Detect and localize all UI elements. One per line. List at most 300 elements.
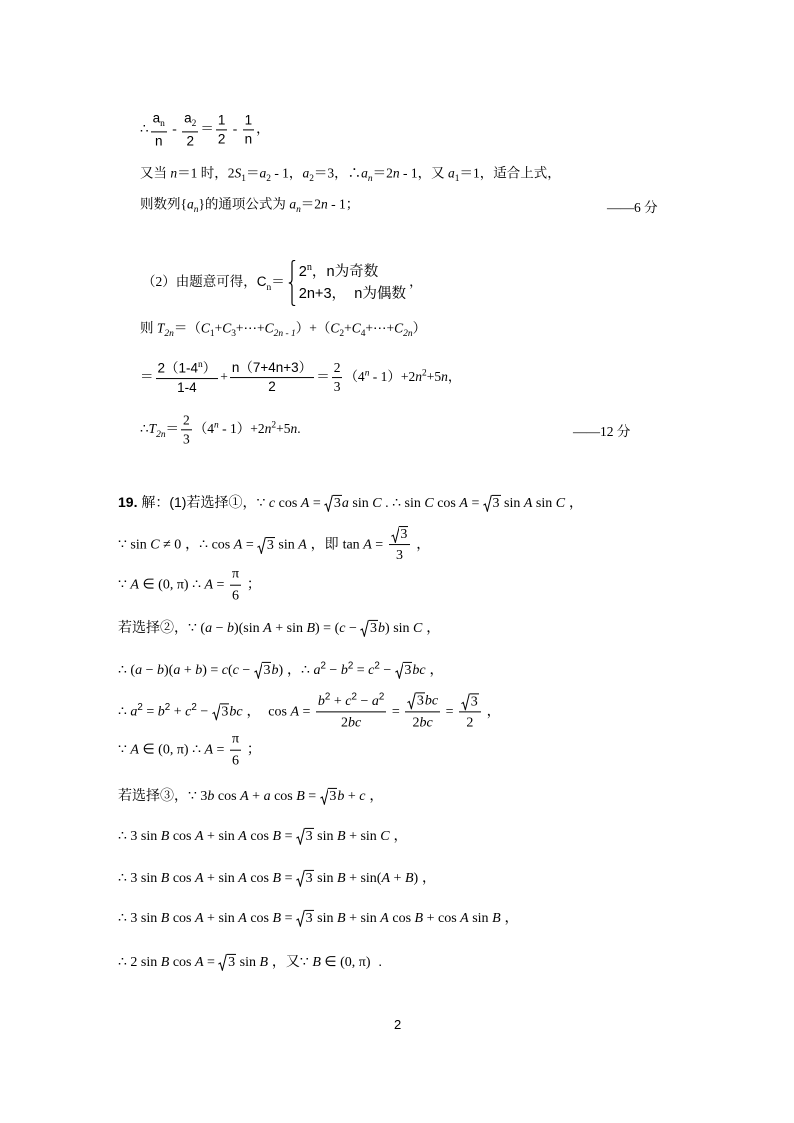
text-run: ＝2 xyxy=(300,196,322,212)
fraction-bar xyxy=(156,378,219,379)
fraction-bar xyxy=(216,130,228,131)
math-expression: cos xyxy=(268,704,291,720)
fraction-bar xyxy=(182,131,198,132)
math-expression: − xyxy=(345,620,361,636)
subscript: 4 xyxy=(360,329,366,340)
math-expression: ≠ 0 xyxy=(159,537,182,553)
radicand: 3 xyxy=(404,662,412,678)
text-run: ， xyxy=(447,369,462,385)
sans-text-run: a xyxy=(152,110,161,126)
math-expression: ∴ xyxy=(301,662,314,678)
math-variable: n xyxy=(170,165,178,181)
sans-text-run: 2 xyxy=(268,379,276,395)
text-run: ） xyxy=(412,320,427,336)
text-run: ＝（ xyxy=(173,320,201,336)
radical-sign-icon xyxy=(296,828,305,845)
math-variable: b xyxy=(226,620,234,636)
text-run: . xyxy=(370,952,383,969)
math-expression: cos xyxy=(246,910,273,926)
math-expression: + sin xyxy=(203,910,239,926)
text-run: +⋯+ xyxy=(365,320,395,336)
text-run: ， xyxy=(409,274,423,290)
math-variable: A xyxy=(238,828,247,844)
radical-sign-icon xyxy=(257,537,266,554)
text-run: - xyxy=(168,121,181,137)
math-variable: C xyxy=(424,495,434,511)
radical-sign-icon xyxy=(320,788,329,805)
superscript: 2 xyxy=(320,660,326,672)
text-run: - xyxy=(229,121,241,137)
math-expression: ∵ ( xyxy=(188,620,206,636)
math-expression: − xyxy=(212,620,227,636)
math-expression: ∵ xyxy=(256,495,269,511)
math-expression: = xyxy=(442,704,458,720)
math-expression: ∈ (0, π) ∴ xyxy=(138,742,205,758)
text-run: - 1，又 xyxy=(399,165,448,181)
math-variable: c xyxy=(221,662,228,678)
math-variable: a xyxy=(341,495,349,511)
math-variable: bc xyxy=(229,704,243,720)
math-variable: c xyxy=(345,694,352,710)
fraction-bar xyxy=(459,711,481,712)
math-variable: A xyxy=(194,828,204,844)
math-variable: T xyxy=(148,421,157,437)
square-root xyxy=(320,788,338,805)
math-variable: n xyxy=(392,165,400,181)
square-root xyxy=(461,693,479,710)
text-run: ， xyxy=(412,535,431,552)
math-variable: a xyxy=(263,788,271,804)
sans-text-run: 1-4 xyxy=(177,379,197,395)
sans-text-run: 2（1-4 xyxy=(157,360,199,376)
text-run: ， xyxy=(482,702,501,719)
math-variable: A xyxy=(204,577,214,593)
math-variable: A xyxy=(300,495,310,511)
fraction-numerator xyxy=(332,360,343,376)
math-expression: ) sin xyxy=(385,620,414,636)
math-expression: ∴ xyxy=(118,704,131,720)
math-variable: C xyxy=(150,537,160,553)
fraction-denominator xyxy=(175,380,199,396)
text-run: ， xyxy=(425,660,444,677)
math-expression: = xyxy=(242,537,258,553)
math-expression: ∵ 3 xyxy=(188,788,208,804)
fraction-bar xyxy=(181,430,192,431)
radical-sign xyxy=(218,954,227,971)
radical-sign-icon xyxy=(360,620,369,637)
math-variable: a xyxy=(361,165,368,181)
math-expression: ) = ( xyxy=(315,620,340,636)
fraction-numerator xyxy=(389,525,411,543)
math-expression: sin xyxy=(313,870,337,886)
math-expression: − xyxy=(196,704,212,720)
text-run: ＝ xyxy=(245,165,260,181)
math-expression: 6 xyxy=(231,588,239,604)
math-variable: a xyxy=(302,165,310,181)
solution-line xyxy=(142,260,423,306)
radical-sign xyxy=(296,870,305,887)
radicand: 3 xyxy=(263,662,271,678)
math-expression: ∴ 3 sin xyxy=(118,870,161,886)
fraction xyxy=(405,692,440,733)
superscript: 2 xyxy=(191,702,197,714)
math-variable: a xyxy=(313,662,321,678)
fraction-numerator xyxy=(230,360,314,376)
math-expression: + cos xyxy=(423,910,461,926)
math-variable: C xyxy=(264,320,274,336)
fraction-numerator xyxy=(216,112,228,128)
math-expression: 2 xyxy=(183,412,190,428)
fraction xyxy=(316,691,386,732)
math-variable: A xyxy=(238,870,247,886)
math-variable: n xyxy=(441,369,448,385)
text-run: - 1）+2 xyxy=(218,421,265,437)
math-expression: = xyxy=(309,495,325,511)
math-expression: + xyxy=(390,870,405,886)
fraction-numerator xyxy=(459,692,481,710)
math-expression: = xyxy=(213,742,228,758)
math-expression: = xyxy=(203,954,219,970)
solution-line xyxy=(140,196,359,217)
fraction xyxy=(459,692,481,732)
math-expression: π xyxy=(231,731,240,747)
math-variable: A xyxy=(194,910,204,926)
math-variable: A xyxy=(381,870,391,886)
math-expression: + xyxy=(248,788,264,804)
math-variable: b xyxy=(195,662,203,678)
score-mark: ——6 分 xyxy=(607,200,658,215)
math-expression: 3 xyxy=(183,431,190,447)
math-expression: ) = xyxy=(202,662,222,678)
solution-line xyxy=(118,493,583,513)
math-variable: A xyxy=(204,742,214,758)
radical-sign xyxy=(391,526,400,543)
math-variable: b xyxy=(317,694,325,710)
fraction xyxy=(332,360,343,395)
math-variable: C xyxy=(330,320,340,336)
text-run: ， xyxy=(389,826,408,843)
left-brace xyxy=(288,260,296,306)
fraction xyxy=(156,360,219,396)
math-expression: − xyxy=(142,662,157,678)
math-expression: sin xyxy=(348,495,373,511)
math-variable: c xyxy=(268,495,276,511)
math-expression: ∴ 3 sin xyxy=(118,828,161,844)
text-run: ＝ xyxy=(316,369,330,385)
square-root xyxy=(296,910,314,927)
math-variable: b xyxy=(207,788,215,804)
text-run: ＝ xyxy=(200,121,214,137)
text-run: 则 xyxy=(140,320,157,336)
radicand: 3 xyxy=(333,495,341,511)
radical-sign-icon xyxy=(407,693,416,710)
math-expression: cos xyxy=(246,870,273,886)
math-variable: A xyxy=(130,577,139,593)
text-run: （2）由题意可得， xyxy=(142,274,257,290)
math-variable: b xyxy=(378,620,386,636)
math-variable: A xyxy=(194,954,204,970)
math-variable: B xyxy=(160,910,170,926)
math-variable: A xyxy=(363,537,372,553)
fraction-bar xyxy=(389,544,411,545)
radical-sign xyxy=(296,910,305,927)
math-variable: C xyxy=(394,320,404,336)
fraction-numerator xyxy=(243,112,255,128)
radical-sign xyxy=(483,495,492,512)
math-variable: A xyxy=(130,742,139,758)
math-variable: a xyxy=(173,662,181,678)
superscript: n xyxy=(198,360,203,371)
solution-line xyxy=(140,165,561,186)
subscript: 2n xyxy=(156,429,166,440)
math-variable: C xyxy=(222,320,232,336)
superscript: 2 xyxy=(347,660,354,672)
text-run: ∴ xyxy=(140,121,149,137)
math-variable: B xyxy=(306,620,316,636)
math-variable: a xyxy=(448,165,455,181)
text-run: ； xyxy=(243,740,261,757)
math-variable: c xyxy=(368,662,375,678)
math-expression: = xyxy=(213,577,228,593)
math-expression: = xyxy=(299,704,314,720)
text-run: ， xyxy=(422,618,441,635)
math-expression: ∵ xyxy=(118,742,131,758)
square-root xyxy=(395,662,413,679)
math-expression: 2 xyxy=(412,715,420,731)
sans-text-run: C xyxy=(256,274,267,290)
square-root xyxy=(218,954,236,971)
math-expression: cos xyxy=(169,954,195,970)
math-variable: A xyxy=(233,537,243,553)
math-expression: 2 xyxy=(333,360,341,376)
math-variable: C xyxy=(200,320,210,336)
math-variable: A xyxy=(290,704,300,720)
text-run: 若选择②， xyxy=(118,618,188,635)
cases-row xyxy=(299,283,406,306)
superscript: 2 xyxy=(271,420,277,431)
math-variable: B xyxy=(337,870,346,886)
square-root xyxy=(257,537,275,554)
fraction xyxy=(216,112,228,147)
math-expression: . ∴ sin xyxy=(381,495,425,511)
math-variable: C xyxy=(351,320,361,336)
text-run: ； xyxy=(243,575,261,592)
solution-line xyxy=(118,565,261,606)
text-run: （4 xyxy=(193,421,215,437)
math-expression: = xyxy=(304,788,320,804)
math-variable: A xyxy=(460,910,469,926)
fraction-denominator xyxy=(230,752,241,771)
math-variable: b xyxy=(271,662,279,678)
fraction-numerator xyxy=(405,692,440,711)
text-run: ＝ xyxy=(140,369,154,385)
brace-icon xyxy=(288,260,296,306)
math-variable: A xyxy=(523,495,533,511)
radical-sign xyxy=(407,693,416,710)
text-run: . xyxy=(297,421,301,437)
math-variable: B xyxy=(160,828,170,844)
text-run: 则数列{ xyxy=(140,196,187,212)
solution-line xyxy=(140,320,426,341)
math-variable: bc xyxy=(419,715,433,731)
text-run: - 1； xyxy=(327,196,360,212)
math-variable: B xyxy=(404,870,414,886)
radical-sign-icon xyxy=(483,495,492,512)
solution-line xyxy=(118,525,430,565)
math-variable: b xyxy=(340,662,348,678)
fraction-denominator xyxy=(230,587,241,606)
fraction-bar xyxy=(405,712,440,713)
math-variable: c xyxy=(339,620,346,636)
text-run: 若选择③， xyxy=(118,786,188,803)
math-expression: + sin xyxy=(203,870,239,886)
subscript: n xyxy=(266,282,272,293)
fraction-denominator xyxy=(332,380,343,396)
math-variable: B xyxy=(272,910,282,926)
math-variable: C xyxy=(413,620,423,636)
solution-line xyxy=(118,868,436,888)
radicand: 3 xyxy=(221,704,229,720)
math-expression: cos xyxy=(169,870,195,886)
math-expression: sin xyxy=(313,910,337,926)
math-variable: B xyxy=(296,788,305,804)
radical-sign xyxy=(324,495,333,512)
math-variable: B xyxy=(337,910,346,926)
math-expression: + xyxy=(180,662,196,678)
fraction-denominator xyxy=(153,133,165,149)
square-root xyxy=(254,662,272,679)
text-run: ， xyxy=(418,868,437,885)
math-expression: ∴ 2 sin xyxy=(118,954,161,970)
text-run: ＝3，∴ xyxy=(313,165,362,181)
math-expression: + sin xyxy=(271,620,307,636)
square-root xyxy=(483,495,501,512)
math-variable: A xyxy=(263,620,272,636)
math-expression: = xyxy=(281,910,296,926)
math-expression: π xyxy=(231,566,240,582)
math-variable: a xyxy=(371,694,379,710)
radical-sign-icon xyxy=(391,526,400,543)
sans-text-run: ） xyxy=(202,360,217,376)
square-root xyxy=(296,870,314,887)
math-expression: ∴ cos xyxy=(199,537,234,553)
superscript: n xyxy=(306,261,312,273)
text-run: ， xyxy=(181,535,200,552)
math-expression: = xyxy=(281,870,296,886)
radical-sign xyxy=(360,620,369,637)
math-expression: ∴ 3 sin xyxy=(118,910,161,926)
superscript: 2 xyxy=(137,702,143,714)
text-run: + xyxy=(220,369,228,385)
math-expression: = xyxy=(371,537,387,553)
text-run: ，即 xyxy=(306,535,343,552)
fraction xyxy=(243,112,255,147)
radical-sign-icon xyxy=(296,910,305,927)
math-expression: 2 xyxy=(341,715,348,731)
fraction-numerator xyxy=(230,565,241,584)
fraction-numerator xyxy=(230,730,241,749)
text-run: （4 xyxy=(344,369,365,385)
radical-sign xyxy=(296,828,305,845)
text-run: ， xyxy=(256,121,270,137)
math-variable: B xyxy=(160,954,170,970)
math-variable: bc xyxy=(348,715,362,731)
math-expression: + xyxy=(170,704,186,720)
math-expression: sin xyxy=(236,954,260,970)
subscript: 2n xyxy=(164,329,174,340)
math-expression: cos xyxy=(433,495,460,511)
math-expression: 6 xyxy=(231,753,239,769)
subscript: 2 xyxy=(339,329,345,340)
math-variable: b xyxy=(337,788,345,804)
math-variable: a xyxy=(186,196,194,212)
text-run: +5 xyxy=(276,421,291,437)
radical-sign xyxy=(254,662,263,679)
fraction-denominator xyxy=(243,132,255,148)
fraction-bar xyxy=(151,131,167,132)
math-variable: S xyxy=(234,165,242,181)
math-variable: B xyxy=(414,910,424,926)
solution-line xyxy=(118,908,519,928)
subscript: 2n - 1 xyxy=(273,329,296,340)
cases-row xyxy=(299,260,406,283)
math-expression: )(sin xyxy=(233,620,264,636)
sans-text-run: 2 xyxy=(186,133,194,149)
subscript: 1 xyxy=(241,174,246,185)
superscript: 2 xyxy=(324,691,331,703)
radical-sign-icon xyxy=(218,954,227,971)
fraction-bar xyxy=(243,130,255,131)
math-variable: B xyxy=(272,828,282,844)
fraction-denominator xyxy=(181,432,192,448)
math-expression: sin xyxy=(500,495,524,511)
fraction-denominator xyxy=(394,546,405,565)
math-variable: A xyxy=(194,870,204,886)
radicand: 3 xyxy=(329,788,337,804)
subscript: 2 xyxy=(309,174,314,185)
page-number: 2 xyxy=(394,1017,402,1032)
math-variable: n xyxy=(290,421,298,437)
radical-sign-icon xyxy=(395,662,404,679)
math-variable: A xyxy=(238,910,247,926)
text-run: ， xyxy=(565,493,583,510)
question-number: 19. xyxy=(118,493,138,510)
text-run: ＝2 xyxy=(372,165,393,181)
solution-line xyxy=(118,691,501,732)
cases-rows xyxy=(299,260,406,306)
math-expression: cos xyxy=(214,788,241,804)
fraction-denominator xyxy=(411,714,435,733)
fraction xyxy=(151,110,167,149)
math-expression: + xyxy=(344,788,360,804)
fraction-numerator xyxy=(151,110,167,130)
math-variable: B xyxy=(272,870,282,886)
sans-text-run: n xyxy=(244,131,253,147)
math-expression: tan xyxy=(342,537,364,553)
math-variable: n xyxy=(264,421,272,437)
math-variable: a xyxy=(259,165,267,181)
math-expression: = xyxy=(467,495,483,511)
sans-text-run: 2 xyxy=(217,131,226,147)
radicand: 3 xyxy=(470,694,478,710)
solution-line xyxy=(118,952,382,972)
radicand: 3 xyxy=(492,495,500,511)
superscript: 2 xyxy=(351,691,357,703)
fraction xyxy=(182,110,198,149)
text-run: ，又 xyxy=(268,952,300,969)
superscript: 2 xyxy=(422,368,427,379)
subscript: 2 xyxy=(266,174,271,185)
